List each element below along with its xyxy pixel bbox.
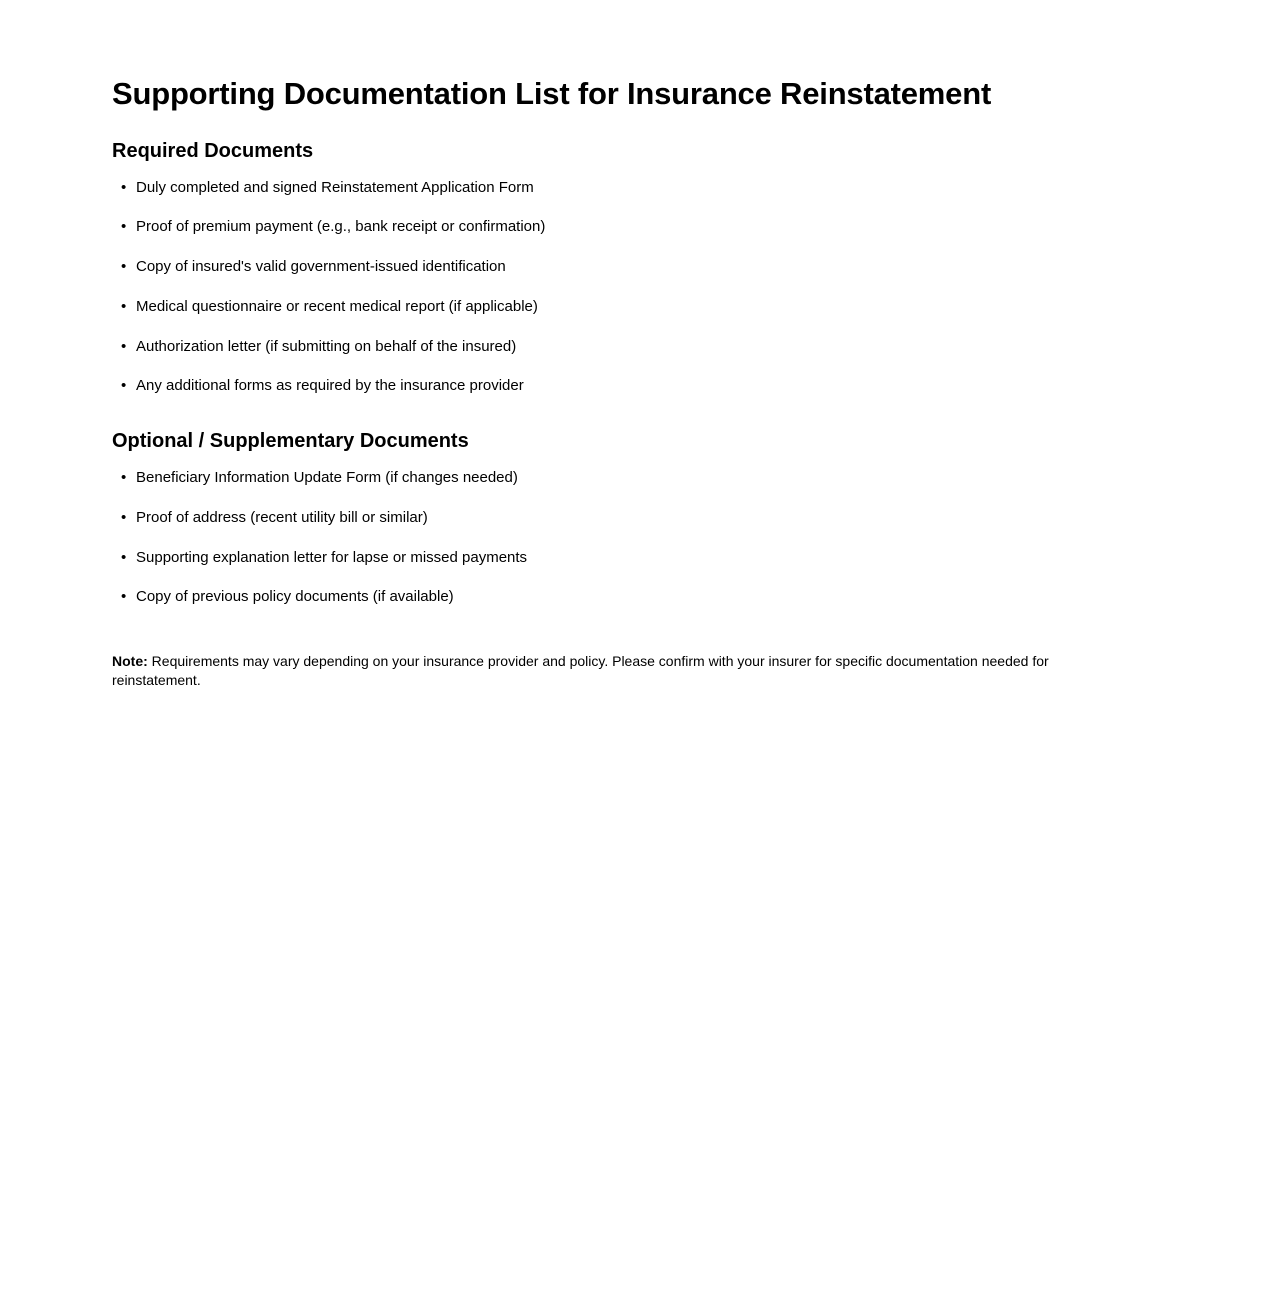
list-item-label: Authorization letter (if submitting on behalf of the insured) [136,337,517,355]
note-paragraph [112,652,1134,689]
list-item [112,509,1172,528]
document-content [112,76,1172,689]
list-item-label: Copy of insured's valid government-issued identification [136,258,506,276]
required-documents-list [112,179,1172,397]
list-item-label: Proof of address (recent utility bill or similar) [136,508,428,526]
page-title: Supporting Documentation List for Insurance Reinstatement [112,76,992,111]
bullet-icon: • [121,548,127,566]
list-item-label: Medical questionnaire or recent medical report (if applicable) [136,297,538,315]
list-item-label: Supporting explanation letter for lapse or missed payments [136,548,528,566]
list-item [112,377,1172,396]
bullet-icon: • [121,508,127,526]
list-item-label: Proof of premium payment (e.g., bank receipt or confirmation) [136,218,546,236]
bullet-icon: • [121,178,127,196]
section-required-documents [112,139,1172,397]
bullet-icon: • [121,258,127,276]
list-item [112,338,1172,357]
list-item-label: Any additional forms as required by the insurance provider [136,377,524,395]
list-item [112,258,1172,277]
section-heading-required-documents: Required Documents [112,139,314,162]
list-item [112,588,1172,607]
list-item [112,218,1172,237]
list-item [112,179,1172,198]
optional-documents-list [112,469,1172,607]
list-item [112,469,1172,488]
list-item [112,298,1172,317]
note-label: Note: [112,653,148,670]
section-optional-documents [112,429,1172,607]
list-item-label: Copy of previous policy documents (if available) [136,588,454,606]
section-heading-optional-documents: Optional / Supplementary Documents [112,430,469,453]
list-item-label: Duly completed and signed Reinstatement Application Form [136,178,534,196]
list-item-label: Beneficiary Information Update Form (if changes needed) [136,469,518,487]
bullet-icon: • [121,297,127,315]
bullet-icon: • [121,218,127,236]
note-text: Requirements may vary depending on your insurance provider and policy. Please confirm with your insurer for specific documentation needed for reinstatement. [112,653,1049,688]
list-item [112,549,1172,568]
bullet-icon: • [121,337,127,355]
bullet-icon: • [121,588,127,606]
bullet-icon: • [121,469,127,487]
bullet-icon: • [121,377,127,395]
